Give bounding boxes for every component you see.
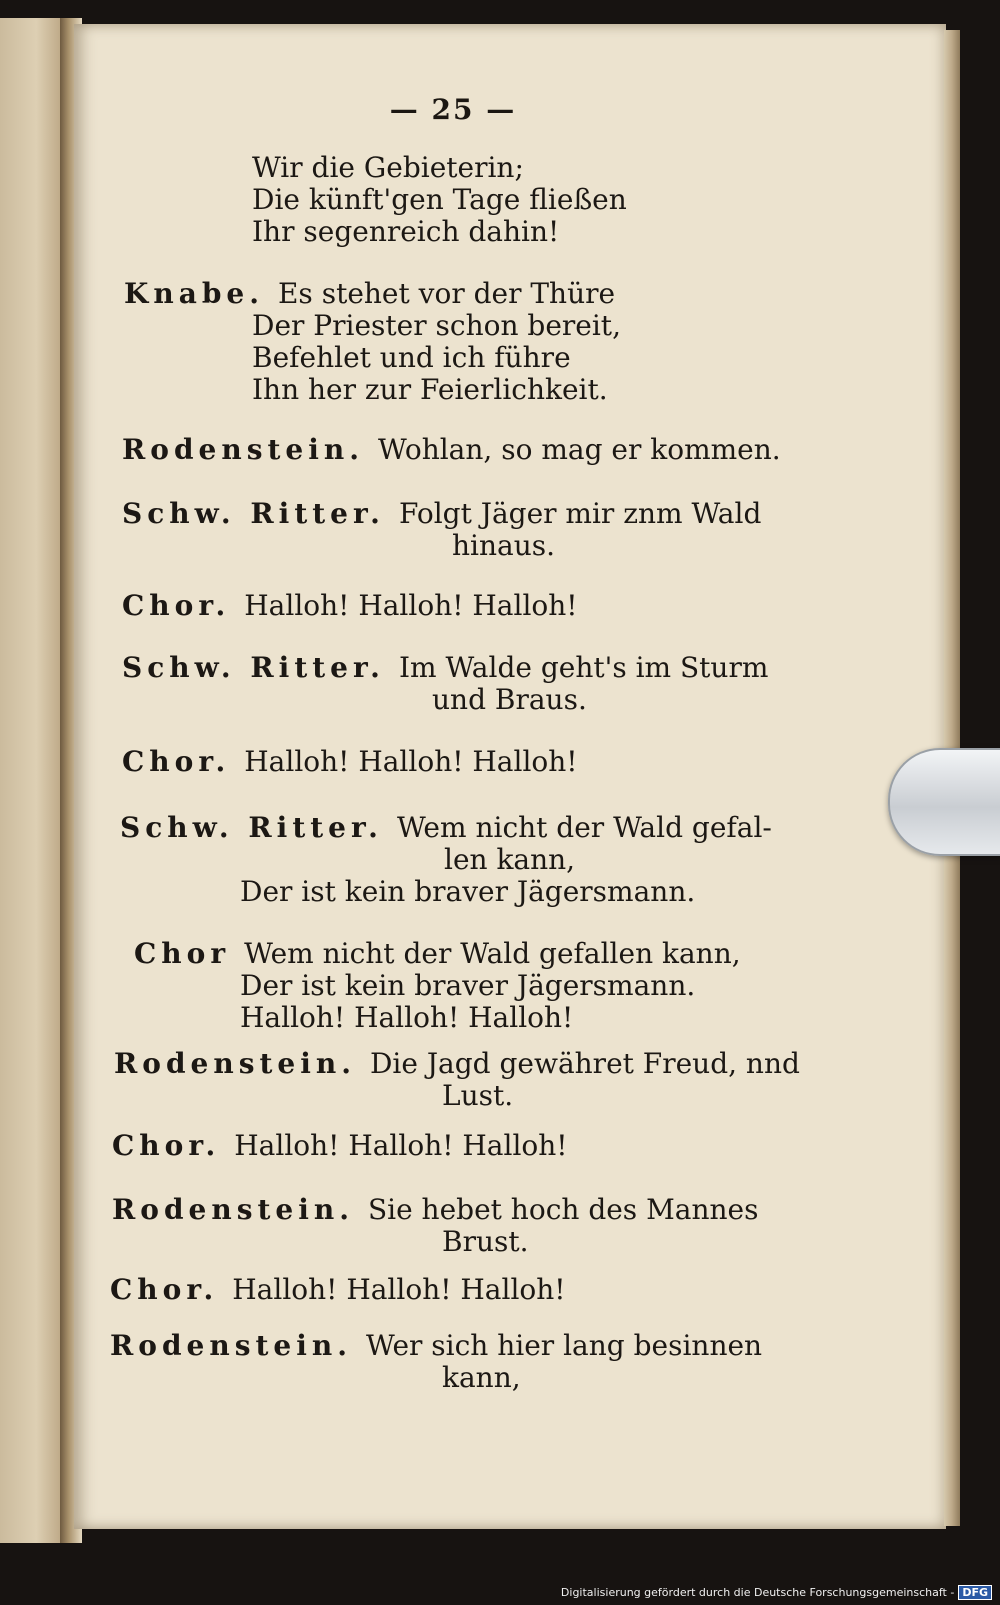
verse-line: Die künft'gen Tage fließen <box>252 183 627 216</box>
verse-line: Rodenstein. Wer sich hier lang besinnen <box>110 1329 763 1362</box>
speaker-name: Schw. Ritter. <box>120 811 383 844</box>
page-number: — 25 — <box>389 93 517 126</box>
verse-line: kann, <box>442 1361 521 1394</box>
verse-line: Chor. Halloh! Halloh! Halloh! <box>110 1273 566 1306</box>
verse-line: Chor. Halloh! Halloh! Halloh! <box>122 589 578 622</box>
speaker-name: Rodenstein. <box>110 1329 352 1362</box>
verse-line: Der Priester schon bereit, <box>252 309 621 342</box>
verse-line: len kann, <box>444 843 576 876</box>
verse-line: Chor. Halloh! Halloh! Halloh! <box>122 745 578 778</box>
verse-line: Brust. <box>442 1225 529 1258</box>
verse-line: Ihr segenreich dahin! <box>252 215 560 248</box>
verse-line: und Braus. <box>432 683 587 716</box>
verse-line: Rodenstein. Die Jagd gewähret Freud, nnd <box>114 1047 800 1080</box>
verse-line: Halloh! Halloh! Halloh! <box>240 1001 574 1034</box>
verse-line: Chor. Halloh! Halloh! Halloh! <box>112 1129 568 1162</box>
verse-line: Befehlet und ich führe <box>252 341 571 374</box>
verse-line: Chor Wem nicht der Wald gefallen kann, <box>134 937 741 970</box>
speaker-name: Rodenstein. <box>112 1193 354 1226</box>
speaker-name: Chor. <box>122 745 231 778</box>
speaker-name: Chor. <box>110 1273 219 1306</box>
speaker-name: Schw. Ritter. <box>122 497 385 530</box>
speaker-name: Rodenstein. <box>114 1047 356 1080</box>
dfg-logo: DFG <box>958 1585 992 1600</box>
speaker-name: Chor <box>134 937 231 970</box>
funding-text: Digitalisierung gefördert durch die Deutsche Forschungsgemeinschaft - <box>560 1586 955 1599</box>
verse-line: Schw. Ritter. Wem nicht der Wald gefal- <box>120 811 772 844</box>
verse-line: Rodenstein. Wohlan, so mag er kommen. <box>122 433 781 466</box>
verse-line: Schw. Ritter. Folgt Jäger mir znm Wald <box>122 497 762 530</box>
speaker-name: Schw. Ritter. <box>122 651 385 684</box>
speaker-name: Knabe. <box>124 277 264 310</box>
verse-line: hinaus. <box>452 529 556 562</box>
verse-line: Lust. <box>442 1079 514 1112</box>
left-page <box>0 18 66 1543</box>
page-clip <box>888 748 1000 856</box>
speaker-name: Chor. <box>112 1129 221 1162</box>
verse-line: Der ist kein braver Jägersmann. <box>240 969 696 1002</box>
funding-footer <box>561 1585 992 1601</box>
verse-line: Rodenstein. Sie hebet hoch des Mannes <box>112 1193 759 1226</box>
verse-line: Knabe. Es stehet vor der Thüre <box>124 277 616 310</box>
verse-line: Ihn her zur Feierlichkeit. <box>252 373 608 406</box>
verse-line: Der ist kein braver Jägersmann. <box>240 875 696 908</box>
verse-line: Schw. Ritter. Im Walde geht's im Sturm <box>122 651 769 684</box>
verse-line: Wir die Gebieterin; <box>252 151 524 184</box>
speaker-name: Chor. <box>122 589 231 622</box>
speaker-name: Rodenstein. <box>122 433 364 466</box>
